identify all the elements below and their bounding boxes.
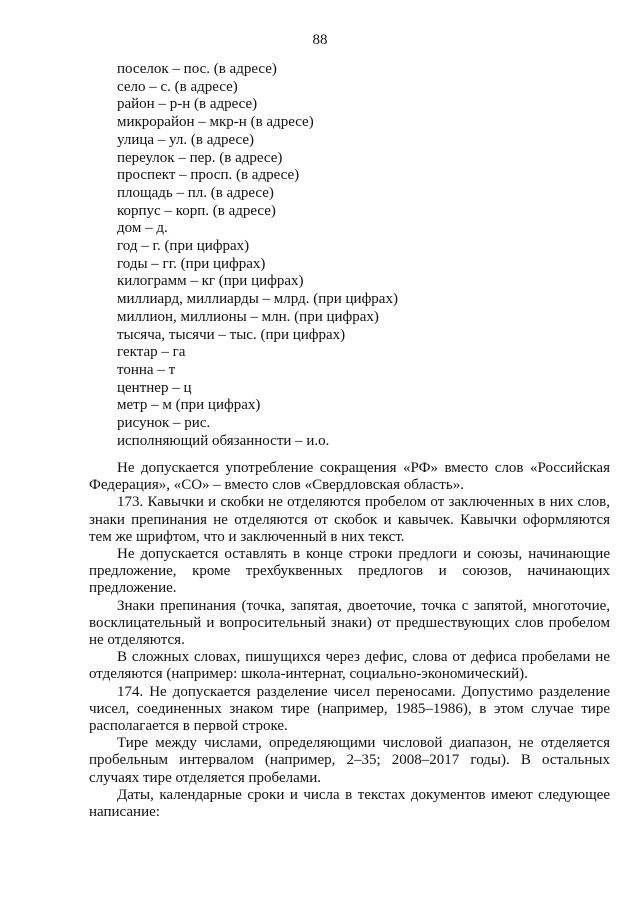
paragraph: Даты, календарные сроки и числа в текстах документов имеют следующее написание: — [89, 786, 610, 821]
body-text — [89, 460, 610, 821]
list-item: улица – ул. (в адресе) — [117, 131, 255, 148]
list-item: рисунок – рис. — [117, 415, 211, 432]
list-item: площадь – пл. (в адресе) — [117, 184, 274, 201]
list-item: тысяча, тысячи – тыс. (при цифрах) — [117, 326, 346, 343]
list-item: тонна – т — [117, 361, 176, 378]
list-item: корпус – корп. (в адресе) — [117, 202, 276, 219]
paragraph: Не допускается оставлять в конце строки предлоги и союзы, начинающие предложение, кроме трехбуквенных предлогов и союзов, начинающих предложение. — [89, 546, 610, 597]
list-item: село – с. (в адресе) — [117, 78, 238, 95]
list-item: годы – гг. (при цифрах) — [117, 255, 266, 272]
paragraph: Тире между числами, определяющими числовой диапазон, не отделяется пробельным интервалом (например, 2–35; 2008–2017 годы). В остальных случаях тире отделяется пробелами. — [89, 735, 610, 786]
list-item: микрорайон – мкр-н (в адресе) — [117, 114, 314, 131]
list-item: центнер – ц — [117, 379, 192, 396]
abbreviation-list — [117, 61, 398, 450]
list-item: дом – д. — [117, 220, 168, 237]
paragraph: В сложных словах, пишущихся через дефис, слова от дефиса пробелами не отделяются (например: школа-интернат, социально-экономический). — [89, 649, 610, 683]
list-item: переулок – пер. (в адресе) — [117, 149, 283, 166]
paragraph: 173. Кавычки и скобки не отделяются пробелом от заключенных в них слов, знаки препинания не отделяются от скобок и кавычек. Кавычки оформляются тем же шрифтом, что и заключенный в них текст. — [89, 494, 610, 545]
list-item: гектар – га — [117, 344, 186, 361]
list-item: район – р-н (в адресе) — [117, 96, 258, 113]
list-item: исполняющий обязанности – и.о. — [117, 432, 330, 449]
paragraph: Не допускается употребление сокращения «РФ» вместо слов «Российская Федерация», «СО» – вместо слов «Свердловская область». — [89, 460, 610, 494]
paragraph: 174. Не допускается разделение чисел переносами. Допустимо разделение чисел, соединенных знаком тире (например, 1985–1986), в этом случае тире располагается в первой строке. — [89, 683, 610, 735]
list-item: миллион, миллионы – млн. (при цифрах) — [117, 308, 379, 325]
paragraph: Знаки препинания (точка, запятая, двоеточие, точка с запятой, многоточие, восклицательный и вопросительный знаки) от предшествующих слов пробелом не отделяются. — [89, 597, 610, 649]
list-item: килограмм – кг (при цифрах) — [117, 273, 304, 290]
list-item: поселок – пос. (в адресе) — [117, 61, 277, 77]
page-number: 88 — [312, 32, 328, 48]
list-item: год – г. (при цифрах) — [117, 238, 250, 255]
list-item: миллиард, миллиарды – млрд. (при цифрах) — [117, 291, 398, 308]
list-item: проспект – просп. (в адресе) — [117, 167, 300, 184]
list-item: метр – м (при цифрах) — [117, 397, 261, 414]
